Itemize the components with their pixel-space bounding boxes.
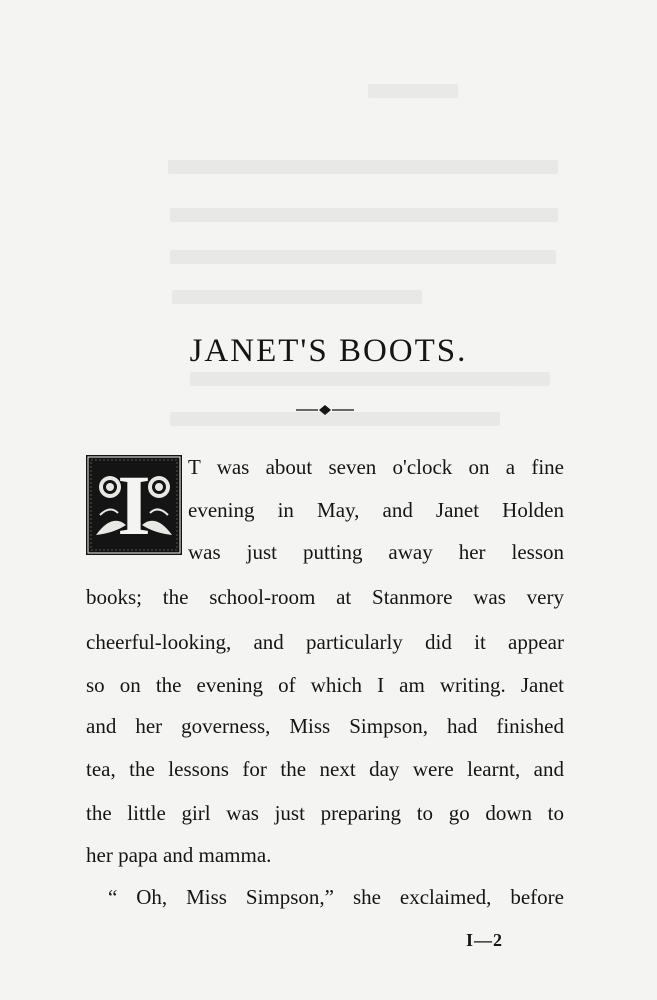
- text-line: was just putting away her lesson: [188, 540, 564, 564]
- signature-mark: I—2: [466, 930, 504, 950]
- text-line: the little girl was just preparing to go down to: [86, 801, 564, 825]
- text-line: so on the evening of which I am writing. Janet: [86, 673, 564, 697]
- drop-cap-letter: I: [117, 457, 151, 553]
- thistle-flower-icon: [86, 455, 182, 555]
- text-line: tea, the lessons for the next day were learnt, and: [86, 757, 564, 781]
- illuminated-drop-cap: [86, 455, 182, 555]
- text-line: and her governess, Miss Simpson, had finished: [86, 714, 564, 738]
- text-line: evening in May, and Janet Holden: [188, 498, 564, 522]
- text-line: books; the school-room at Stanmore was very: [86, 585, 564, 609]
- text-line: “ Oh, Miss Simpson,” she exclaimed, before: [108, 885, 564, 909]
- text-line: her papa and mamma.: [86, 843, 272, 867]
- text-line: cheerful-looking, and particularly did it appear: [86, 630, 564, 654]
- chapter-title: JANET'S BOOTS.: [189, 333, 468, 369]
- text-line: T was about seven o'clock on a fine: [188, 455, 564, 479]
- diamond-rule-ornament-icon: [296, 404, 354, 416]
